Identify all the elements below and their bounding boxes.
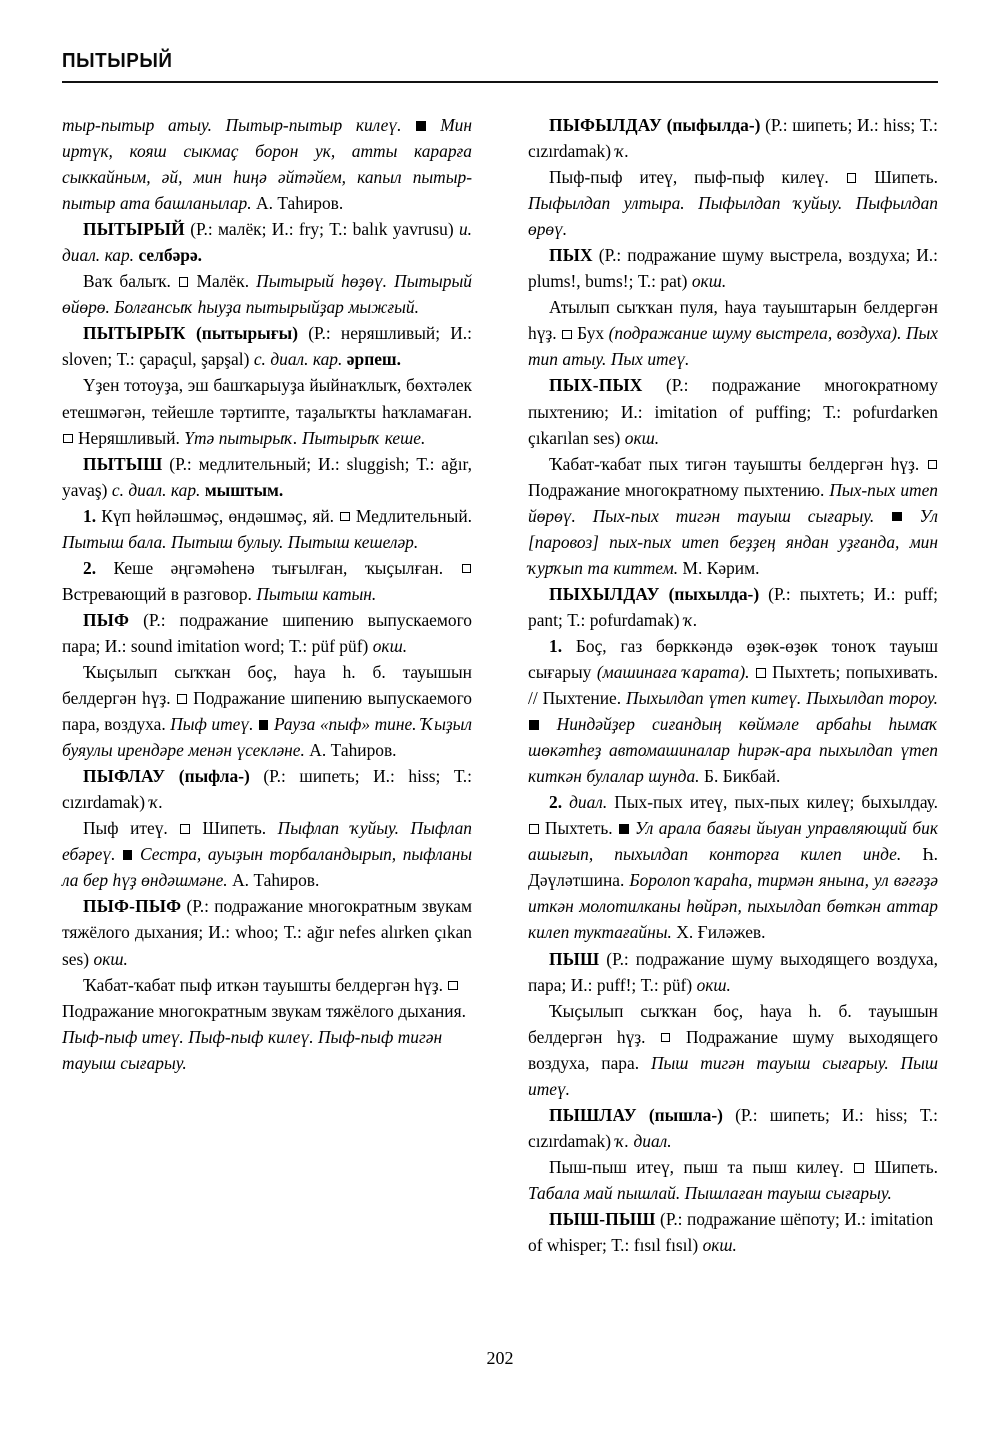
citation-author: Х. Ғиләжев. xyxy=(671,922,766,943)
headword: ПЫФЛАУ xyxy=(83,766,166,787)
entry-pyflau-body xyxy=(62,815,472,893)
citation-text: Боролоп ҡараһа, тирмән янына, ул вәғәҙә иткән молотилканы һөйрәп, пыхылдап бөткән аттар килеп туктағайны. xyxy=(528,870,938,943)
grammar-label: окш. xyxy=(696,974,731,995)
definition-russian: Подражание шуму выходящего воздуха, пара. xyxy=(528,1026,938,1073)
sense-number: 2. xyxy=(83,557,97,578)
citation-author: Һ. Дәүләтшина. xyxy=(528,844,938,891)
example-text: Пытыш катын. xyxy=(256,583,377,604)
grammar-label: ҡ. xyxy=(684,609,698,630)
grammar-label: окш. xyxy=(702,1235,737,1256)
entry-pyf-pyf-body xyxy=(62,972,472,1076)
definition-russian: Подражание многократному пыхтению. xyxy=(528,479,830,500)
translation-gloss: (Р.: подражание шуму выстрела, воздуха; И.: plums!, bums!; Т.: pat) xyxy=(528,245,938,292)
entry-pytysh-sense-2 xyxy=(62,555,472,607)
entry-pyhyldau-head xyxy=(528,581,938,633)
open-square-icon xyxy=(661,1033,671,1043)
definition-bashkir: Кеше әңгәмәһенә тығылған, ҡыҫылған. xyxy=(96,557,444,578)
grammar-label: окш. xyxy=(624,427,660,448)
open-square-icon xyxy=(180,824,190,834)
citation-text: Сестра, ауыҙын торбаландырып, пыфланы ла бер һүҙ өндәшмәне. xyxy=(62,844,472,891)
definition-bashkir: Пыш-пыш итеү, пыш та пыш килеү. xyxy=(549,1156,844,1177)
definition-russian: Подражание многократным звукам тяжёлого дыхания. xyxy=(62,1000,466,1021)
headword: ПЫФЫЛДАУ xyxy=(549,115,662,135)
example-text: Үтә пытырыҡ. Пытырыҡ кеше. xyxy=(184,427,426,448)
headword-stem: (пыфла-) xyxy=(165,766,250,787)
entry-pytysh-sense-1 xyxy=(62,503,472,555)
entry-pytyryj-head xyxy=(62,216,472,268)
entry-pyh-body xyxy=(528,294,938,372)
translation-gloss: (Р.: подражание шёпоту; И.: imitation of whisper; Т.: fısıl fısıl) xyxy=(528,1208,934,1256)
entry-pyh-pyh-head xyxy=(528,372,938,450)
definition-bashkir: Үҙен тотоуҙа, эш башҡарыуҙа йыйнаҡлыҡ, бөхтәлек етешмәгән, тейешле тәртипте, таҙалыҡты һаҡламаған. xyxy=(62,375,472,422)
definition-bashkir: Ҡыҫылып сыҡҡан боҫ, һауа һ. б. тауышын белдергән һүҙ. xyxy=(62,661,472,709)
left-column xyxy=(62,112,472,1258)
definition-russian: Бух xyxy=(572,323,609,344)
example-text: Пыхылдап үтеп китеү. Пыхылдап тороу. xyxy=(626,688,938,709)
citation-author: А. Таһиров. xyxy=(304,740,397,761)
translation-gloss: (Р.: шипеть; И.: hiss; Т.: cızırdamak) xyxy=(528,1104,938,1151)
definition-russian: Шипеть. xyxy=(190,818,278,839)
headword: ПЫХ-ПЫХ xyxy=(549,375,643,396)
filled-square-icon xyxy=(529,720,539,730)
headword: ПЫТЫШ xyxy=(83,453,163,474)
grammar-label: ҡ. xyxy=(149,792,164,813)
filled-square-icon xyxy=(259,720,269,730)
entry-pyh-head xyxy=(528,242,938,294)
entry-pyhyldau-sense-2 xyxy=(528,789,938,945)
filled-square-icon xyxy=(619,824,629,834)
dialect-label: диал. xyxy=(562,792,608,813)
entry-pyfyldau-body xyxy=(528,164,938,242)
entry-pyh-pyh-body xyxy=(528,451,938,581)
entry-pyf-body xyxy=(62,659,472,763)
open-square-icon xyxy=(928,460,938,470)
entry-pysh-pysh-head xyxy=(528,1206,938,1258)
entry-pyfyldau-head xyxy=(528,112,938,164)
grammar-label: и. диал. кар. xyxy=(62,219,472,266)
definition-bashkir: Ҡыҫылып сыҡҡан боҫ, һауа һ. б. тауышын белдергән һүҙ. xyxy=(528,1000,938,1047)
filled-square-icon xyxy=(123,850,133,860)
citation-text: Рауза «пыф» тине. Ҡыҙыл буяулы ирендәре менән үсекләне. xyxy=(62,714,472,761)
running-head: ПЫТЫРЫЙ xyxy=(62,49,173,72)
translation-gloss: (Р.: неряшливый; И.: sloven; Т.: çapaçul, şapşal) xyxy=(62,323,472,370)
headword: ПЫХ xyxy=(549,245,593,266)
entry-pyhyldau-sense-1 xyxy=(528,633,938,789)
headword: ПЫТЫРЫҠ xyxy=(83,323,186,344)
entry-continuation xyxy=(62,112,472,216)
entry-pytysh-head xyxy=(62,451,472,503)
entry-pytyryk-body xyxy=(62,372,472,450)
definition-russian: Шипеть. xyxy=(857,167,938,188)
open-square-icon xyxy=(854,1163,864,1173)
translation-gloss: (Р.: подражание шуму выходящего воздуха, пара; И.: puff!; Т.: püf) xyxy=(528,948,938,995)
headword: ПЫФ-ПЫФ xyxy=(83,896,182,917)
open-square-icon xyxy=(179,277,189,287)
grammar-label: окш. xyxy=(93,948,128,969)
example-text: Табала май пышлай. Пышлаған тауыш сығарыу. xyxy=(528,1182,892,1203)
example-text: Пытыш бала. Пытыш булыу. Пытыш кешеләр. xyxy=(62,531,419,552)
citation-text: Ул арала баяғы йыуан управляющий бик ашығып, пыхылдап конторға килеп инде. xyxy=(528,818,938,865)
sense-number: 1. xyxy=(549,635,563,656)
definition-russian: Шипеть. xyxy=(864,1156,938,1177)
translation-gloss: (Р.: шипеть; И.: hiss; Т.: cızırdamak) xyxy=(62,766,472,813)
headword: ПЫШЛАУ xyxy=(549,1104,637,1125)
right-column xyxy=(528,112,938,1258)
entry-pyshlau-head xyxy=(528,1102,938,1154)
open-square-icon xyxy=(847,173,857,183)
translation-gloss: (Р.: подражание многократным звукам тяжёлого дыхания; И.: whoo; Т.: ağır nefes alırken çıkan ses) xyxy=(62,896,472,969)
headword: ПЫШ-ПЫШ xyxy=(549,1208,656,1229)
entry-pyflau-head xyxy=(62,763,472,815)
filled-square-icon xyxy=(892,512,902,522)
grammar-label: ҡ. xyxy=(615,141,630,162)
citation-author: М. Кәрим. xyxy=(678,557,760,578)
grammar-label: ҡ. xyxy=(615,1130,634,1151)
headword-stem: (пыфылда-) xyxy=(661,115,761,135)
headword: ПЫТЫРЫЙ xyxy=(83,219,185,240)
cross-reference: мыштым. xyxy=(200,479,284,500)
open-square-icon xyxy=(63,434,73,444)
citation-author: А. Таһиров. xyxy=(227,870,320,891)
filled-square-icon xyxy=(416,121,426,131)
definition-russian: Пыхтеть; попыхивать. // Пыхтение. xyxy=(528,661,938,709)
grammar-label: с. диал. кар. xyxy=(111,479,201,500)
translation-gloss: (Р.: пыхтеть; И.: puff; pant; Т.: pofurdamak) xyxy=(528,583,938,630)
columns-container xyxy=(62,112,938,1258)
entry-pyshlau-body xyxy=(528,1154,938,1206)
definition-bashkir: Атылып сыҡҡан пуля, һауа тауыштарын белдергән һүҙ. xyxy=(528,297,938,344)
headword-stem: (пытырығы) xyxy=(185,323,299,344)
definition-bashkir: Ваҡ балыҡ. xyxy=(83,271,171,292)
citation-text: Ул [паровоз] пых-пых итеп беҙҙең яндан уҙғанда, мин ҡурҡып та киттем. xyxy=(528,505,938,578)
open-square-icon xyxy=(448,981,458,991)
definition-bashkir: Күп һөйләшмәҫ, өндәшмәҫ, яй. xyxy=(96,505,335,526)
open-square-icon xyxy=(340,512,350,522)
definition-russian: Неряшливый. xyxy=(73,427,185,448)
entry-pytyryj-body xyxy=(62,268,472,320)
sense-number: 2. xyxy=(549,792,563,813)
headword: ПЫХЫЛДАУ xyxy=(549,583,660,604)
entry-pyf-pyf-head xyxy=(62,893,472,971)
example-text: Пытырый һөҙөү. Пытырый өйөрө. Болғансыҡ һыуҙа пытырыйҙар мыжғый. xyxy=(62,271,472,318)
citation-text: Мин иртүк, кояш сыкмаҫ борон ук, атты карарға сыккайным, әй, мин һиңә әйтәйем, капыл пытыр-пытыр ата башланылар. xyxy=(62,115,473,214)
headword-stem: (пышла-) xyxy=(636,1104,723,1125)
running-head-area xyxy=(62,50,938,83)
open-square-icon xyxy=(177,694,187,704)
open-square-icon xyxy=(562,330,572,340)
definition-bashkir: Ҡабат-ҡабат пыф иткән тауышты белдергән һүҙ. xyxy=(83,974,443,995)
example-text: тыр-пытыр атыу. Пытыр-пытыр килеү. xyxy=(62,115,402,135)
definition-bashkir: Пыф итеү. xyxy=(83,818,168,839)
cross-reference: әрпеш. xyxy=(342,349,401,370)
example-text: Пыш тигән тауыш сығарыу. Пыш итеү. xyxy=(528,1052,938,1099)
open-square-icon xyxy=(462,564,472,574)
citation-author: А. Таһиров. xyxy=(251,193,344,214)
dialect-label: диал. xyxy=(633,1130,672,1151)
example-text: Пых-пых итеп йөрөү. Пых-пых тигән тауыш сығарыу. xyxy=(528,479,938,526)
example-text: Пыфлап ҡуйыу. Пыфлап ебәреү. xyxy=(62,818,472,865)
header-rule xyxy=(62,81,938,83)
citation-text: Ниндәйҙер сиғандың көймәле арбаһы һымаҡ шөкәтһеҙ автомашиналар һирәк-ара пыхылдап үтеп киткән булалар шунда. xyxy=(528,714,938,787)
definition-bashkir: Ҡабат-ҡабат пых тигән тауышты белдергән һүҙ. xyxy=(549,453,920,474)
example-text: Пыфылдап ултыра. Пыфылдап ҡуйыу. Пыфылдап өрөү. xyxy=(528,193,938,240)
definition-bashkir: Боҫ, газ бөрккәндә өҙөк-өҙөк тоноҡ тауыш сығарыу xyxy=(528,635,938,682)
definition-russian: Медлительный. xyxy=(350,505,472,526)
translation-gloss: (Р.: медлительный; И.: sluggish; Т.: ağır, yavaş) xyxy=(62,453,472,500)
cross-reference: селбәрә. xyxy=(134,245,203,266)
translation-gloss: (Р.: шипеть; И.: hiss; Т.: cızırdamak) xyxy=(528,115,938,162)
definition-russian: Пыхтеть. xyxy=(539,818,619,839)
translation-gloss: (Р.: подражание шипению выпускаемого пара; И.: sound imitation word; Т.: püf püf) xyxy=(62,609,472,656)
headword: ПЫФ xyxy=(83,609,130,630)
definition-bashkir: Пыф-пыф итеү, пыф-пыф килеү. xyxy=(549,167,829,188)
entry-pysh-head xyxy=(528,946,938,998)
definition-russian: Малёк. xyxy=(189,271,257,292)
translation-gloss: (Р.: малёк; И.: fry; Т.: balık yavrusu) xyxy=(184,219,459,240)
open-square-icon xyxy=(529,824,539,834)
grammar-label: окш. xyxy=(691,271,727,292)
headword: ПЫШ xyxy=(549,948,600,969)
translation-gloss: (Р.: подражание многократному пыхтению; И.: imitation of puffing; Т.: pofurdarken çıkarılan ses) xyxy=(528,375,938,448)
example-text: Пыф-пыф итеү. Пыф-пыф килеү. Пыф-пыф тигән тауыш сығарыу. xyxy=(62,1026,443,1073)
usage-note: (машинаға ҡарата). xyxy=(596,661,750,682)
open-square-icon xyxy=(756,668,766,678)
entry-pytyryk-head xyxy=(62,320,472,372)
definition-bashkir: Пых-пых итеү, пых-пых килеү; быхылдау. xyxy=(607,792,938,813)
grammar-label: с. диал. кар. xyxy=(253,349,343,370)
sense-number: 1. xyxy=(83,505,97,526)
grammar-label: окш. xyxy=(372,635,408,656)
definition-russian: Подражание шипению выпускаемого пара, воздуха. xyxy=(62,688,473,735)
definition-russian: Встревающий в разговор. xyxy=(62,583,257,604)
citation-author: Б. Бикбай. xyxy=(699,766,781,787)
entry-pysh-body xyxy=(528,998,938,1102)
page-number: 202 xyxy=(486,1348,514,1368)
example-text: (подражание шуму выстрела, воздуха). Пых тип атыу. Пых итеү. xyxy=(528,323,938,370)
headword-stem: (пыхылда-) xyxy=(659,583,760,604)
example-text: Пыф итеү. xyxy=(170,714,254,735)
entry-pyf-head xyxy=(62,607,472,659)
